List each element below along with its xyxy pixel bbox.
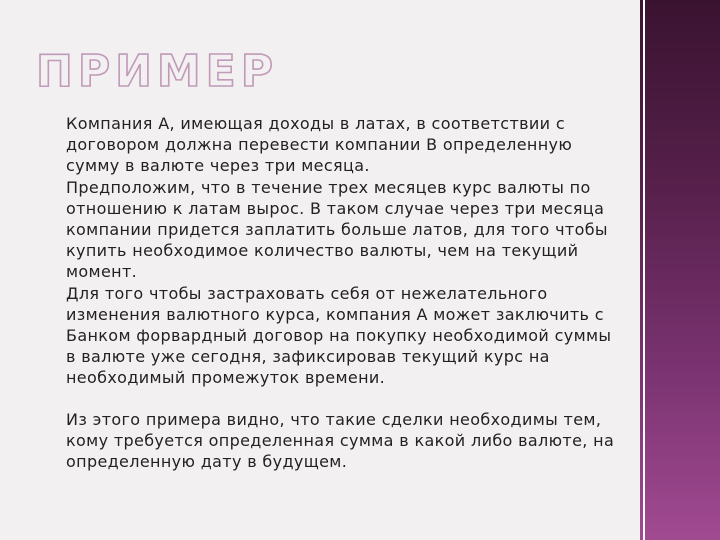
paragraph-1: Компания А, имеющая доходы в латах, в соответствии с договором должна перевести компании В определенную сумму в валюте через три месяца. — [66, 114, 573, 175]
accent-divider — [643, 0, 645, 540]
slide-title — [36, 42, 278, 97]
slide-title-graphic — [36, 42, 278, 97]
paragraph-3: Для того чтобы застраховать себя от нежелательного изменения валютного курса, компания А может заключить с Банком форвардный договор на покупку необходимой суммы в валюте уже сегодня, зафиксировав текущий курс на необходимый промежуток времени. — [66, 284, 612, 387]
slide-body — [66, 114, 616, 475]
slide-title-text: ПРИМЕР — [36, 46, 278, 97]
accent-band — [640, 0, 720, 540]
paragraph-2: Предположим, что в течение трех месяцев курс валюты по отношению к латам вырос. В таком случае через три месяца компании придется заплатить больше латов, для того чтобы купить необходимое количество валюты, чем на текущий момент. — [66, 178, 608, 281]
paragraph-4: Из этого примера видно, что такие сделки необходимы тем, кому требуется определенная сумма в какой либо валюте, на определенную дату в будущем. — [66, 410, 615, 471]
